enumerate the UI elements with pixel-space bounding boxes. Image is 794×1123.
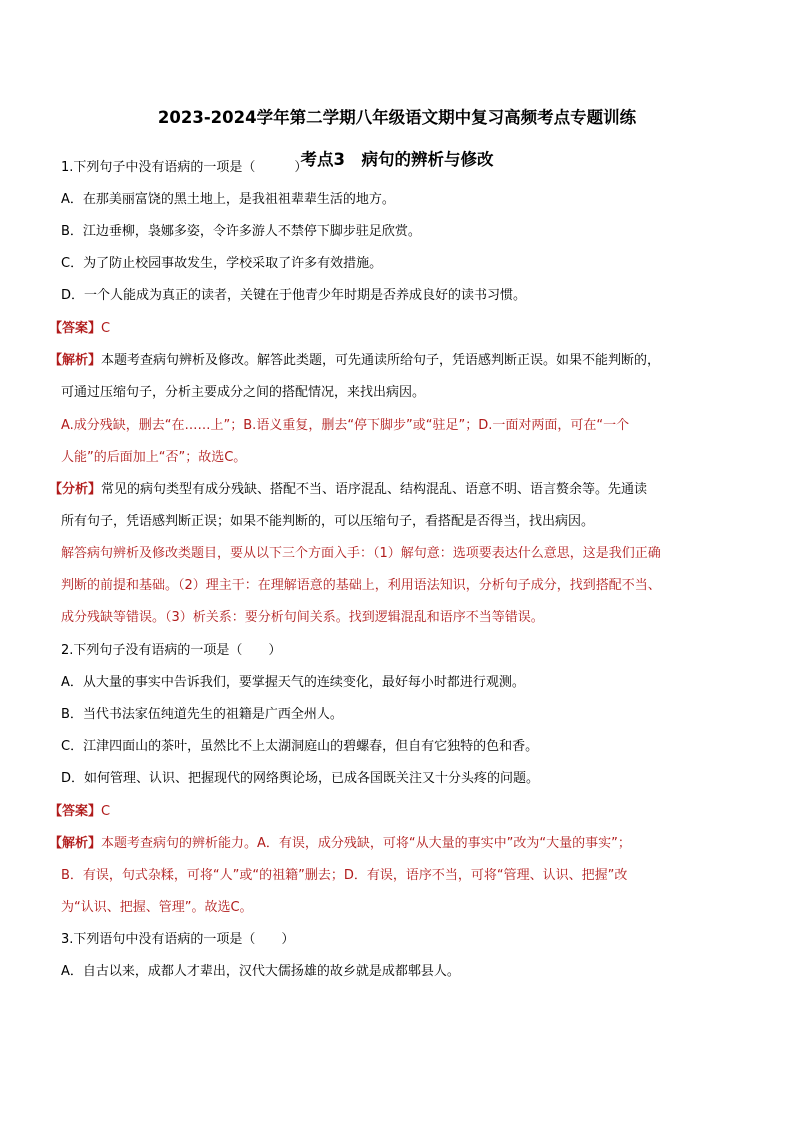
- q1-option-a: A．在那美丽富饶的黑土地上，是我祖祖辈辈生活的地方。: [61, 192, 395, 207]
- q1-option-c: C．为了防止校园事故发生，学校采取了许多有效措施。: [61, 256, 383, 271]
- q1-method-line-3: 成分残缺等错误。（3）析关系：要分析句间关系。找到逻辑混乱和语序不当等错误。: [61, 610, 544, 625]
- fenxi-tag: 【分析】: [49, 482, 102, 497]
- document-title: 2023-2024学年第二学期八年级语文期中复习高频考点专题训练: [157, 108, 637, 127]
- q2-answer: [49, 804, 110, 820]
- q1-method-line-1: 解答病句辨析及修改类题目，要从以下三个方面入手：（1）解句意：选项要表达什么意思，这是我们正确: [61, 546, 661, 561]
- answer-tag: 【答案】: [49, 321, 102, 336]
- analysis-text: 本题考查病句的辨析能力。A．有误，成分残缺，可将“从大量的事实中”改为“大量的事实”；: [101, 836, 631, 851]
- q1-detail-line-2: 人能”的后面加上“否”；故选C。: [61, 450, 247, 465]
- answer-value: C: [101, 321, 111, 336]
- q1-fenxi-line-1: [49, 482, 647, 498]
- q1-fenxi-line-2: 所有句子，凭语感判断正误；如果不能判断的，可以压缩句子，看搭配是否得当，找出病因。: [61, 514, 595, 529]
- q1-option-d: D．一个人能成为真正的读者，关键在于他青少年时期是否养成良好的读书习惯。: [61, 288, 527, 303]
- q3-option-a: A．自古以来，成都人才辈出，汉代大儒扬雄的故乡就是成都郫县人。: [61, 964, 460, 979]
- q3-stem: 3.下列语句中没有语病的一项是（ ）: [61, 932, 295, 947]
- q1-stem: 1.下列句子中没有语病的一项是（ ）: [61, 160, 308, 175]
- q2-analysis-line-3: 为“认识、把握、管理”。故选C。: [61, 900, 253, 915]
- answer-tag: 【答案】: [49, 804, 102, 819]
- q1-analysis-line-1: [49, 353, 660, 369]
- analysis-text: 本题考查病句辨析及修改。解答此类题，可先通读所给句子，凭语感判断正误。如果不能判断的，: [101, 353, 661, 368]
- q2-option-a: A．从大量的事实中告诉我们，要掌握天气的连续变化，最好每小时都进行观测。: [61, 675, 525, 690]
- document-subtitle: 考点3 病句的辨析与修改: [300, 150, 494, 169]
- fenxi-text: 常见的病句类型有成分残缺、搭配不当、语序混乱、结构混乱、语意不明、语言赘余等。先通读: [101, 482, 648, 497]
- q1-analysis-line-2: 可通过压缩句子，分析主要成分之间的搭配情况，来找出病因。: [61, 385, 426, 400]
- answer-value: C: [101, 804, 111, 819]
- q2-analysis-line-1: [49, 836, 631, 852]
- analysis-tag: 【解析】: [49, 836, 102, 851]
- q2-option-b: B．当代书法家伍纯道先生的祖籍是广西全州人。: [61, 707, 343, 722]
- q2-stem: 2.下列句子没有语病的一项是（ ）: [61, 643, 282, 658]
- q2-option-c: C．江津四面山的茶叶，虽然比不上太湖洞庭山的碧螺春，但自有它独特的色和香。: [61, 739, 539, 754]
- analysis-tag: 【解析】: [49, 353, 102, 368]
- q1-option-b: B．江边垂柳，袅娜多姿，令许多游人不禁停下脚步驻足欣赏。: [61, 224, 421, 239]
- q1-method-line-2: 判断的前提和基础。（2）理主干：在理解语意的基础上，利用语法知识，分析句子成分，找到搭配不当、: [61, 578, 661, 593]
- q1-answer: [49, 321, 110, 337]
- q2-analysis-line-2: B．有误，句式杂糅，可将“人”或“的祖籍”删去；D．有误，语序不当，可将“管理、认识、把握”改: [61, 868, 628, 883]
- q1-detail-line-1: A.成分残缺，删去“在……上”；B.语义重复，删去“停下脚步”或“驻足”；D.一面对两面，可在“一个: [61, 418, 630, 433]
- q2-option-d: D．如何管理、认识、把握现代的网络舆论场，已成各国既关注又十分头疼的问题。: [61, 771, 540, 786]
